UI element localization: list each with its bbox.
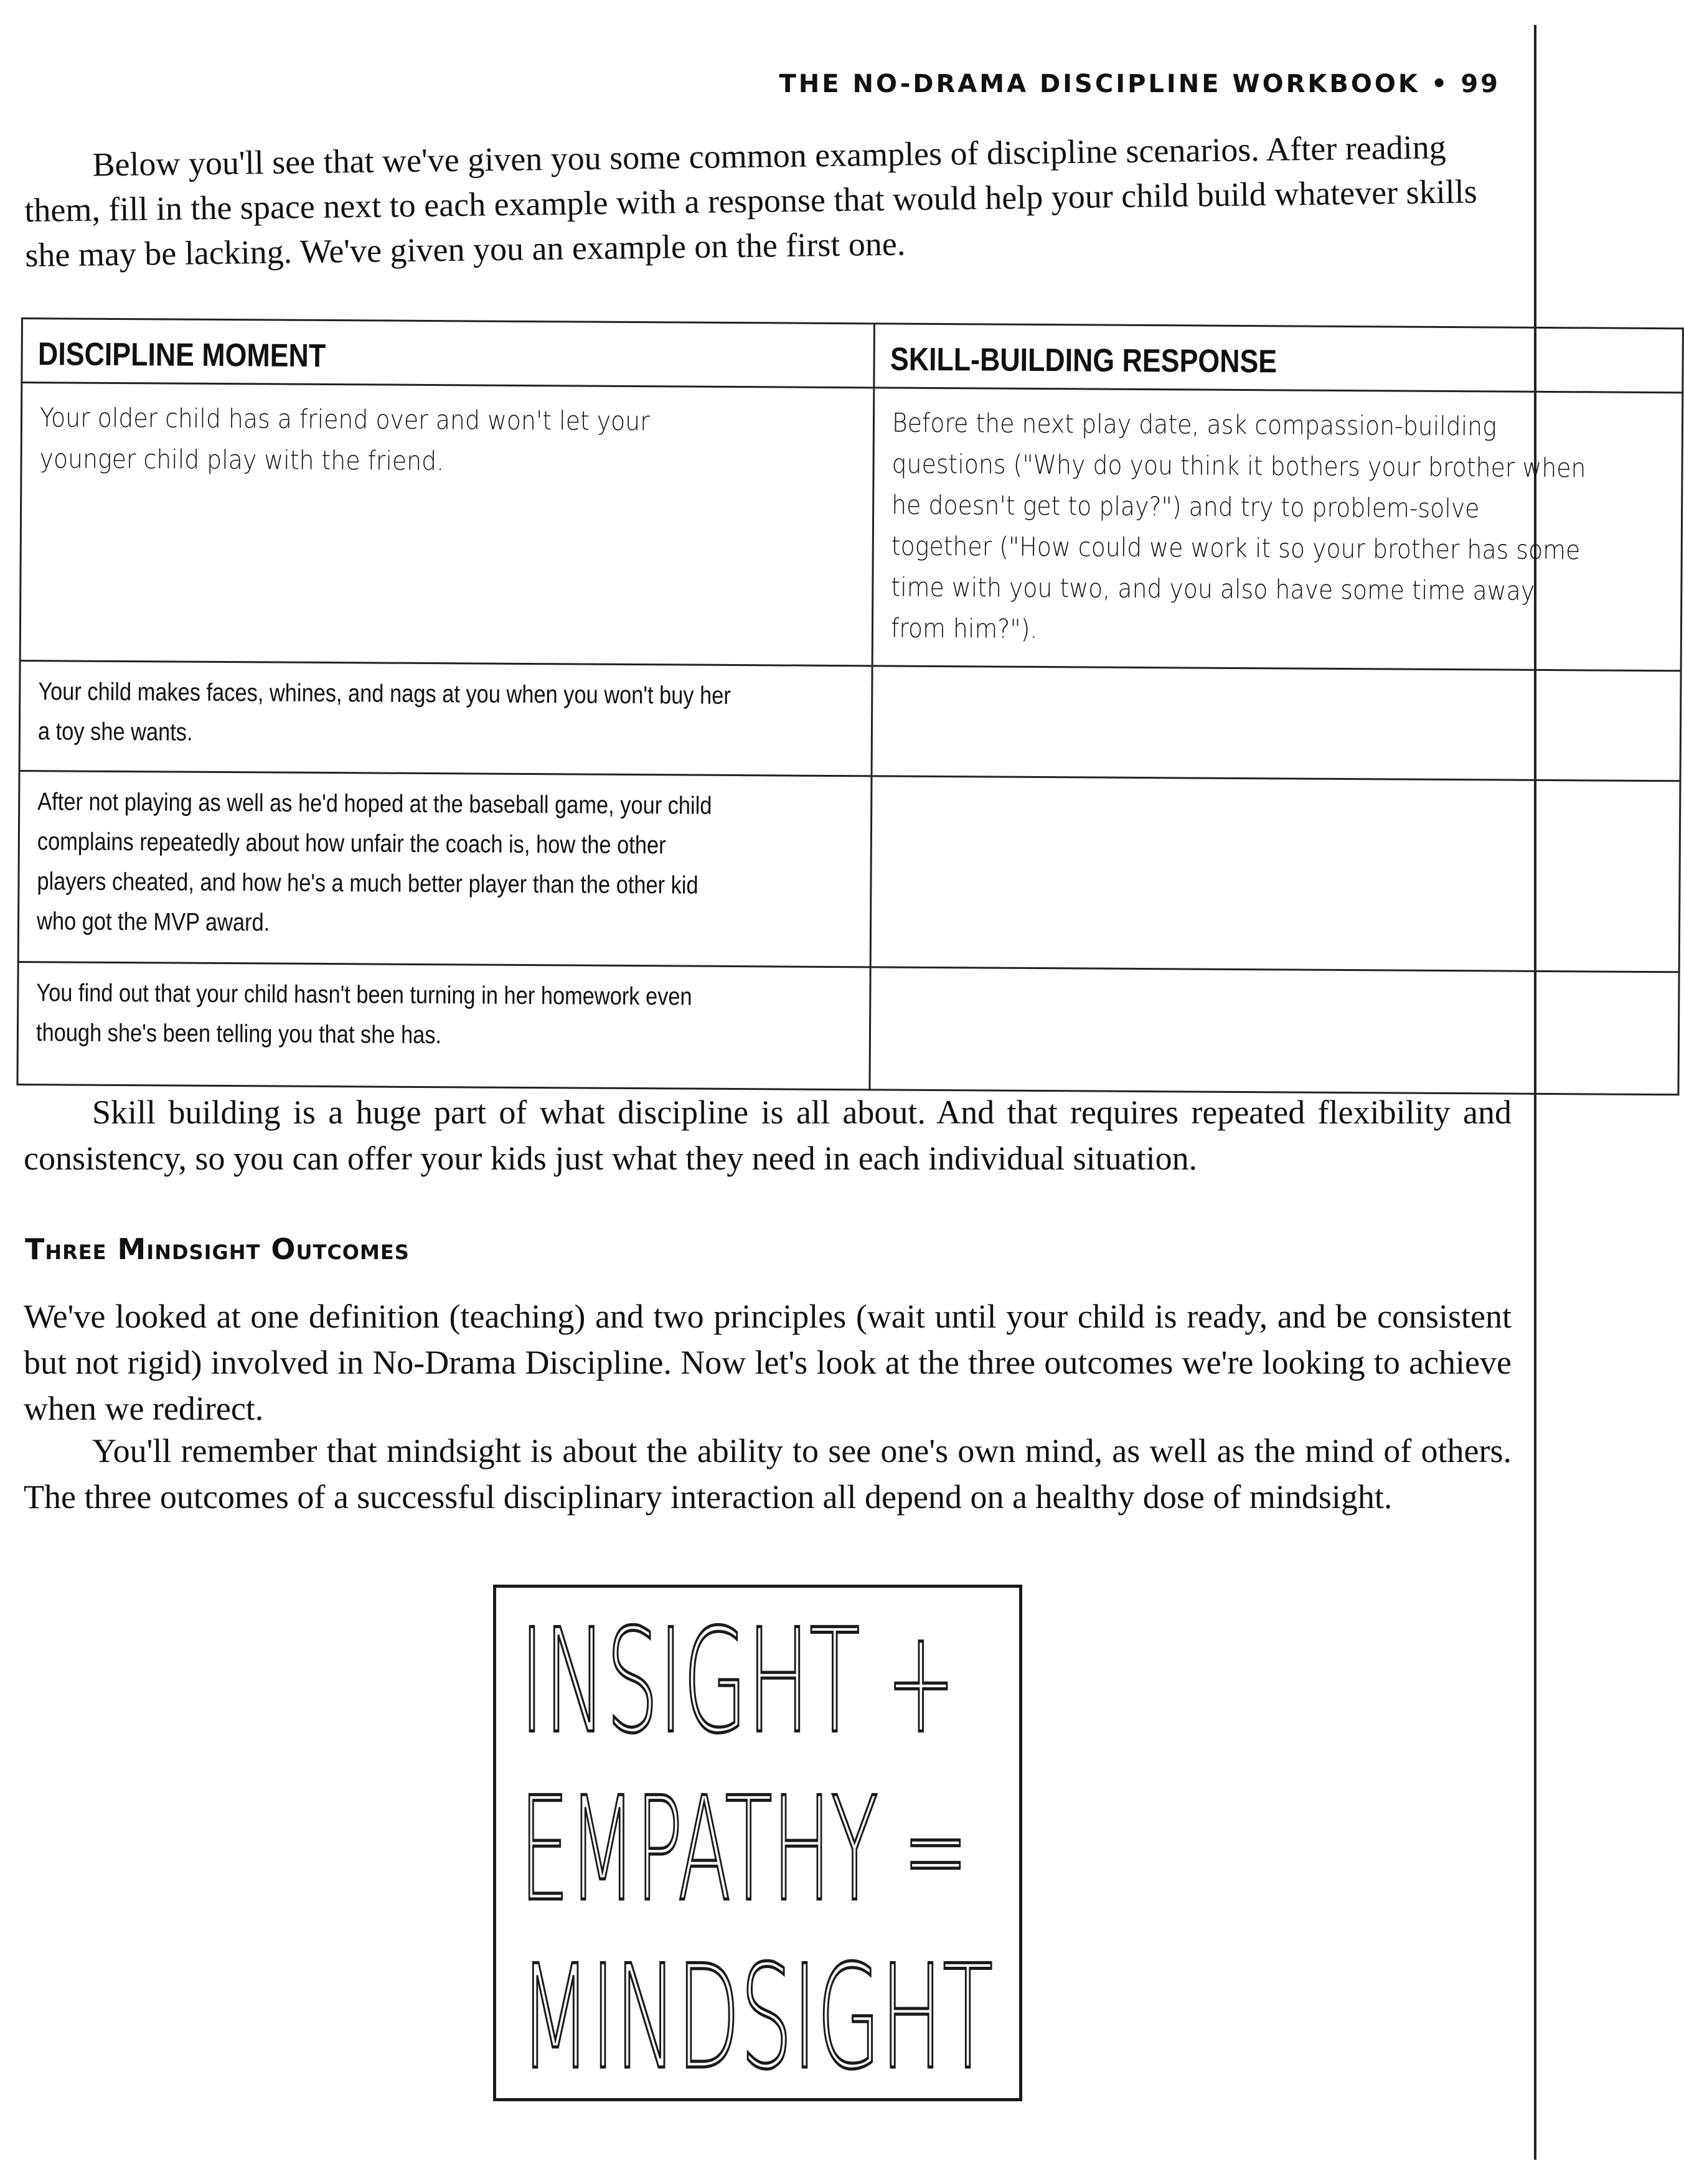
moment-cell: After not playing as well as he'd hoped at the baseball game, your child complains repeatedly about how unfair the coach is, how the other players cheated, and how he's a much better player than the other kid who got the MVP award. [18,771,872,967]
equation-line-insight: INSIGHT + [520,1599,956,1765]
discipline-scenarios-table [16,317,1683,1095]
response-cell: Before the next play date, ask compassion-building questions ("Why do you think it bothers your brother when he doesn't get to play?") and try to problem-solve together ("How could we work it so your brother has some time with you two, and you also have some time away from him?"). [872,388,1683,671]
section-heading: Three Mindsight Outcomes [25,1232,410,1266]
moment-cell: Your older child has a friend over and won't let your younger child play with the friend. [20,383,874,666]
running-head: THE NO-DRAMA DISCIPLINE WORKBOOK • 99 [779,70,1500,98]
header-discipline-moment: DISCIPLINE MOMENT [22,319,755,387]
header-skill-building-response: SKILL-BUILDING RESPONSE [874,324,1570,392]
mindsight-equation-box [493,1585,1022,2101]
definitions-paragraph: We've looked at one definition (teaching) and two principles (wait until your child is ready, and be consistent but not rigid) involved in No-Drama Discipline. Now let's look at the three outcomes we're looking to achieve when we redirect. [24,1298,1512,1427]
skill-building-paragraph: Skill building is a huge part of what discipline is all about. And that requires repeated flexibility and consistency, so you can offer your kids just what they need in each individual situation. [24,1094,1512,1177]
table-row [17,962,1679,1094]
table-row [20,383,1683,671]
intro-paragraph: Below you'll see that we've given you some common examples of discipline scenarios. After reading them, fill in the space next to each example with a response that would help your child build whatever skills she may be lacking. We've given you an example on the first one. [24,128,1477,274]
hand-lettered-equation [496,1588,1019,2101]
mindsight-paragraph: You'll remember that mindsight is about the ability to see one's own mind, as well as the mind of others. The three outcomes of a successful disciplinary interaction all depend on a healthy dose of mindsight. [24,1432,1512,1516]
response-blank-cell[interactable] [872,666,1681,781]
moment-cell: You find out that your child hasn't been turning in her homework even though she's been telling you that she has. [17,962,870,1089]
moment-cell: Your child makes faces, whines, and nags at you when you won't buy her a toy she wants. [19,660,872,776]
table-row [19,660,1681,780]
equation-line-mindsight: MINDSIGHT [520,1935,993,2101]
table-header-row [22,319,1683,393]
response-blank-cell[interactable] [870,776,1680,972]
table-row [18,771,1680,972]
equation-line-empathy: EMPATHY = [520,1767,968,1933]
response-blank-cell[interactable] [870,967,1679,1095]
